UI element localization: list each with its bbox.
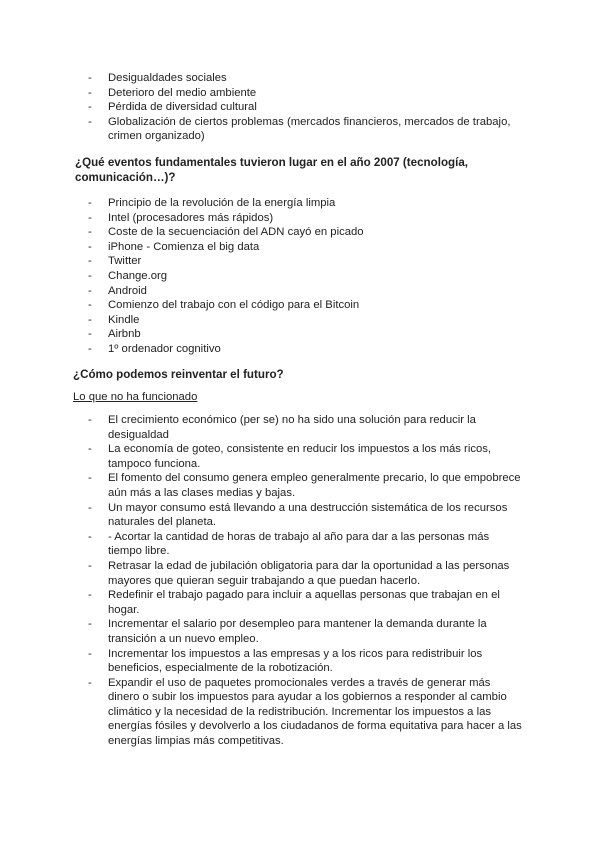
list-item: [88, 100, 522, 115]
list-item: [88, 240, 522, 255]
list-item-text: Airbnb: [108, 328, 141, 341]
list-item-text: Deterioro del medio ambiente: [108, 86, 257, 99]
list-item: [88, 211, 522, 226]
list-item: [88, 298, 522, 313]
list-item-text: Comienzo del trabajo con el código para el Bitcoin: [108, 299, 360, 312]
dash-bullet: -: [88, 269, 92, 282]
dash-bullet: -: [88, 299, 92, 312]
list-item: [88, 254, 522, 269]
list-item: [88, 313, 522, 328]
dash-bullet: -: [88, 313, 92, 326]
dash-bullet: -: [88, 328, 92, 341]
list-item-text: - Acortar la cantidad de horas de trabajo al año para dar a las personas más tiempo libre.: [108, 530, 490, 558]
list-item-text: La economía de goteo, consistente en reducir los impuestos a los más ricos, tampoco funciona.: [108, 443, 492, 470]
dash-bullet: -: [88, 342, 92, 355]
dash-bullet: -: [88, 72, 92, 84]
list-item: [88, 471, 522, 500]
list-item-text: Un mayor consumo está llevando a una destrucción sistemática de los recursos naturales del planeta.: [108, 501, 508, 529]
list-item: [88, 559, 522, 588]
dash-bullet: -: [88, 472, 92, 485]
list-item: [88, 71, 522, 86]
list-item-text: Android: [108, 284, 147, 297]
list-item: [88, 442, 522, 471]
dash-bullet: -: [88, 414, 92, 426]
dash-bullet: -: [88, 443, 92, 456]
dash-bullet: -: [88, 676, 92, 689]
list-item: [88, 284, 522, 299]
list-item: [88, 530, 522, 559]
list-item: [88, 225, 522, 240]
not-worked-list: [88, 413, 522, 749]
list-item-text: Incrementar el salario por desempleo para mantener la demanda durante la transición a un nuevo empleo.: [108, 618, 487, 645]
list-item-text: Globalización de ciertos problemas (mercados financieros, mercados de trabajo, crimen organizado): [108, 115, 511, 143]
dash-bullet: -: [88, 211, 92, 224]
list-item-text: Incrementar los impuestos a las empresas y a los ricos para redistribuir los beneficios, especialmente de la robotización.: [108, 647, 483, 675]
list-item-text: iPhone - Comienza el big data: [108, 240, 260, 253]
list-item: [88, 647, 522, 676]
events-2007-list: [88, 196, 522, 357]
dash-bullet: -: [88, 530, 92, 543]
dash-bullet: -: [88, 197, 92, 209]
heading-2007-events: ¿Qué eventos fundamentales tuvieron lugar en el año 2007 (tecnología, comunicación…)?: [75, 156, 468, 184]
dash-bullet: -: [88, 589, 92, 602]
list-item: [88, 342, 522, 357]
list-item-text: Expandir el uso de paquetes promocionales verdes a través de generar más dinero o subir los impuestos para ayudar a los gobiernos a responder al cambio climático y la necesidad de la redistribución. Incrementar los impuestos a las energías fósiles y devolverlo a los ciudadanos de forma equitativa para hacer a las energías limpias más competitivas.: [108, 676, 522, 748]
dash-bullet: -: [88, 226, 92, 239]
list-item: [88, 617, 522, 646]
dash-bullet: -: [88, 101, 92, 114]
list-item: [88, 588, 522, 617]
problems-list: [88, 71, 522, 144]
dash-bullet: -: [88, 647, 92, 660]
list-item: [88, 86, 522, 101]
list-item-text: Desigualdades sociales: [108, 72, 227, 84]
dash-bullet: -: [88, 284, 92, 297]
list-item: [88, 269, 522, 284]
list-item: [88, 676, 522, 749]
list-item-text: El fomento del consumo genera empleo generalmente precario, lo que empobrece aún más a las clases medias y bajas.: [108, 472, 521, 499]
dash-bullet: -: [88, 559, 92, 572]
list-item-text: Twitter: [108, 255, 142, 268]
list-item: [88, 196, 522, 211]
list-item: [88, 327, 522, 342]
dash-bullet: -: [88, 240, 92, 253]
dash-bullet: -: [88, 618, 92, 631]
list-item-text: Kindle: [108, 313, 140, 326]
dash-bullet: -: [88, 86, 92, 99]
dash-bullet: -: [88, 501, 92, 514]
list-item: [88, 413, 522, 442]
dash-bullet: -: [88, 115, 92, 128]
dash-bullet: -: [88, 255, 92, 268]
list-item-text: Coste de la secuenciación del ADN cayó en picado: [108, 226, 364, 239]
list-item: [88, 501, 522, 530]
list-item-text: Redefinir el trabajo pagado para incluir a aquellas personas que trabajan en el hogar.: [108, 589, 500, 616]
list-item-text: Principio de la revolución de la energía limpia: [108, 197, 336, 209]
list-item-text: 1º ordenador cognitivo: [108, 342, 221, 355]
list-item-text: Change.org: [108, 269, 168, 282]
heading-reinvent-future: ¿Cómo podemos reinventar el futuro?: [73, 368, 284, 381]
list-item-text: Retrasar la edad de jubilación obligatoria para dar la oportunidad a las personas mayores que quieran seguir trabajando a que puedan hacerlo.: [108, 559, 510, 587]
list-item-text: Pérdida de diversidad cultural: [108, 101, 257, 114]
list-item: [88, 115, 522, 144]
list-item-text: El crecimiento económico (per se) no ha sido una solución para reducir la desigualdad: [108, 414, 476, 441]
list-item-text: Intel (procesadores más rápidos): [108, 211, 274, 224]
subheading-what-has-not-worked: Lo que no ha funcionado: [73, 391, 198, 403]
